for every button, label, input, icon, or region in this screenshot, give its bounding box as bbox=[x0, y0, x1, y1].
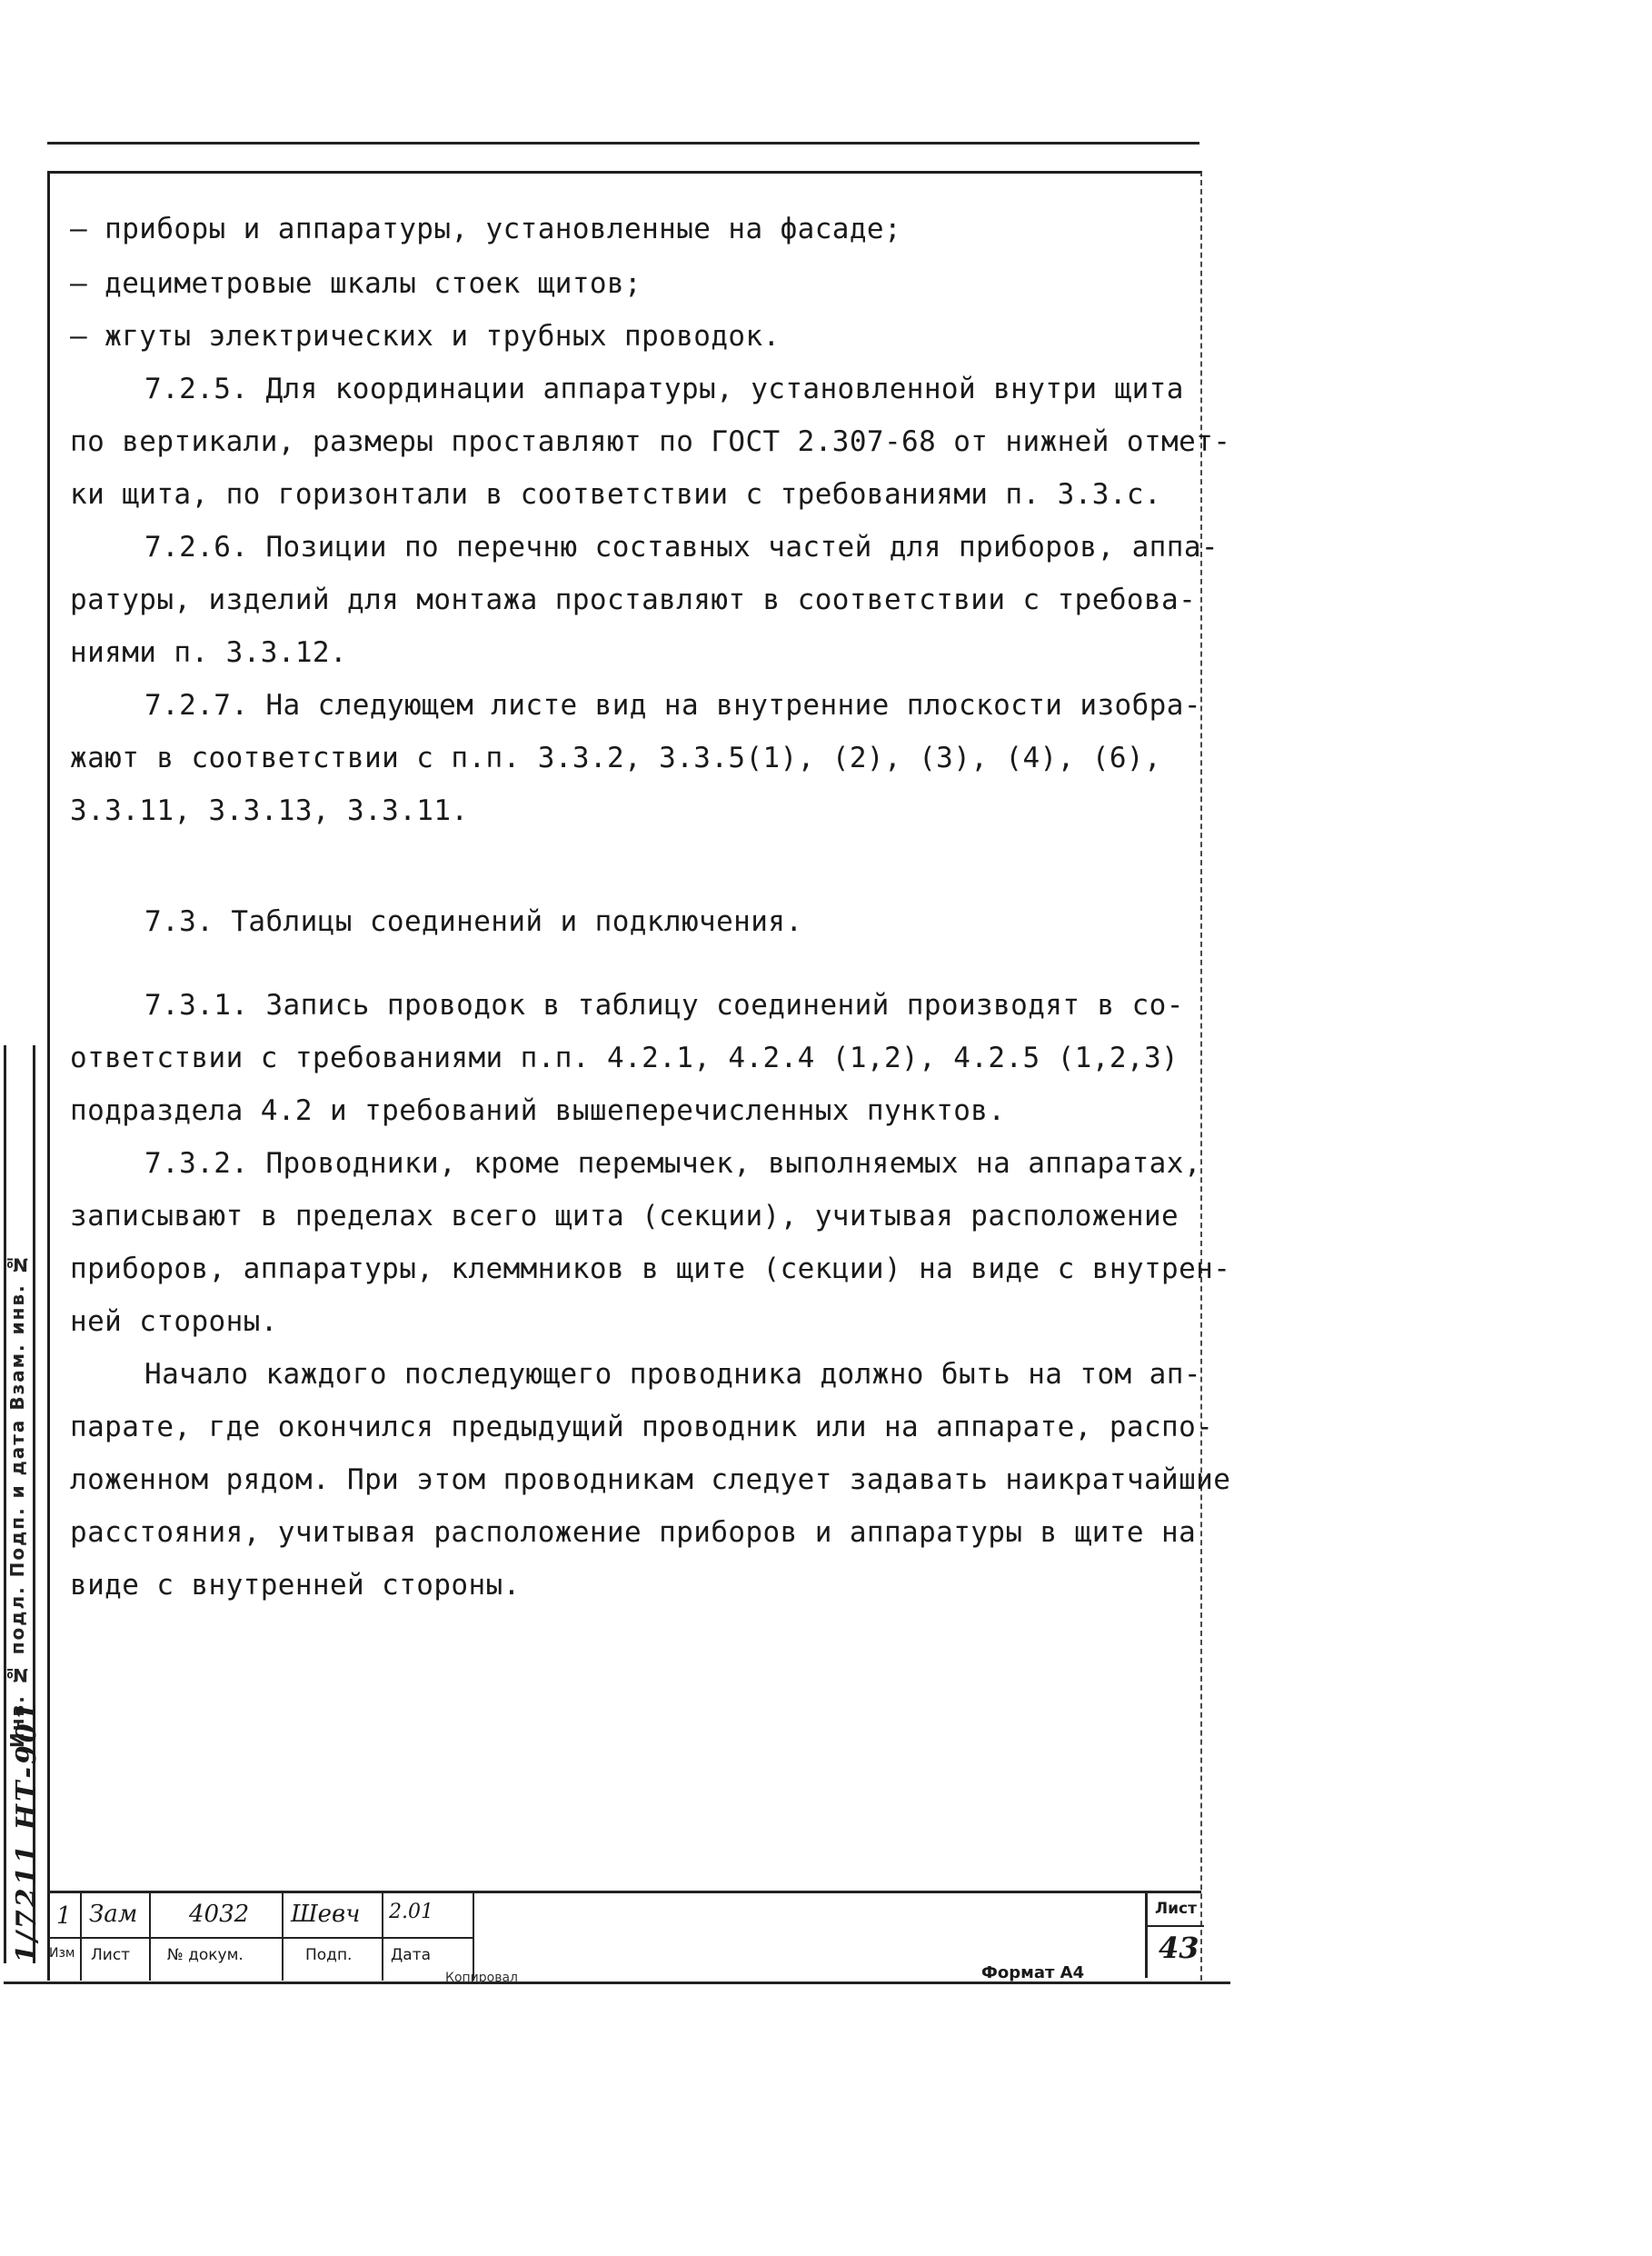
tb-signature-header: Подп. bbox=[305, 1946, 353, 1964]
tb-change-header: Изм bbox=[49, 1946, 75, 1961]
tb-signature-value: Шевч bbox=[291, 1901, 361, 1928]
paragraph-7-2-7-line-3: 3.3.11, 3.3.13, 3.3.11. bbox=[70, 794, 469, 827]
paragraph-7-3-1-line-2: ответствии с требованиями п.п. 4.2.1, 4.2.4 (1,2), 4.2.5 (1,2,3) bbox=[70, 1042, 1179, 1074]
binding-strip-label: Инв. № подл. Подп. и дата Взам. инв. № bbox=[6, 1252, 28, 1748]
tb-sheet-header: Лист bbox=[91, 1946, 131, 1964]
tb-docno-header: № докум. bbox=[167, 1946, 244, 1964]
tb-col-change bbox=[47, 1893, 82, 1981]
paragraph-7-2-5-line-1: 7.2.5. Для координации аппаратуры, установленной внутри щита bbox=[144, 373, 1184, 405]
tb-change-value: 1 bbox=[56, 1902, 72, 1930]
tb-col-sheet bbox=[82, 1893, 151, 1981]
format-label: Формат А4 bbox=[981, 1963, 1085, 1982]
paragraph-wires-line-3: ложенном рядом. При этом проводникам следует задавать наикратчайшие bbox=[70, 1463, 1231, 1496]
paragraph-7-3-2-line-2: записывают в пределах всего щита (секции), учитывая расположение bbox=[70, 1200, 1179, 1233]
list-item-scales: – дециметровые шкалы стоек щитов; bbox=[70, 267, 642, 300]
paragraph-7-3-2-line-1: 7.3.2. Проводники, кроме перемычек, выполняемых на аппаратах, bbox=[144, 1147, 1201, 1180]
paragraph-wires-line-4: расстояния, учитывая расположение приборов и аппаратуры в щите на bbox=[70, 1516, 1197, 1549]
paragraph-wires-line-2: парате, где окончился предыдущий проводник или на аппарате, распо- bbox=[70, 1411, 1214, 1443]
document-code: 1/7211 НТ-901 bbox=[11, 1699, 43, 1963]
paragraph-7-3-2-line-3: приборов, аппаратуры, клеммников в щите (секции) на виде с внутрен- bbox=[70, 1253, 1231, 1285]
paragraph-7-2-6-line-2: ратуры, изделий для монтажа проставляют в соответствии с требова- bbox=[70, 584, 1197, 616]
paragraph-7-2-6-line-3: ниями п. 3.3.12. bbox=[70, 636, 348, 669]
copied-label: Копировал bbox=[445, 1971, 518, 1985]
section-heading-7-3: 7.3. Таблицы соединений и подключения. bbox=[144, 905, 803, 938]
paragraph-wires-line-5: виде с внутренней стороны. bbox=[70, 1569, 521, 1602]
paragraph-7-3-2-line-4: ней стороны. bbox=[70, 1305, 278, 1338]
paragraph-wires-line-1: Начало каждого последующего проводника должно быть на том ап- bbox=[144, 1358, 1201, 1391]
paragraph-7-2-6-line-1: 7.2.6. Позиции по перечню составных частей для приборов, аппа- bbox=[144, 531, 1219, 564]
sheet-box-divider bbox=[1148, 1925, 1204, 1927]
tb-docno-value: 4032 bbox=[189, 1901, 250, 1928]
sheet-number-box bbox=[1145, 1892, 1204, 1978]
paragraph-7-2-5-line-3: ки щита, по горизонтали в соответствии с требованиями п. 3.3.с. bbox=[70, 478, 1162, 511]
tb-date-value: 2.01 bbox=[389, 1901, 433, 1923]
tb-col-date bbox=[383, 1893, 474, 1981]
paragraph-7-3-1-line-1: 7.3.1. Запись проводок в таблицу соединений производят в со- bbox=[144, 989, 1184, 1022]
tb-date-header: Дата bbox=[391, 1946, 432, 1964]
paragraph-7-2-7-line-1: 7.2.7. На следующем листе вид на внутренние плоскости изобра- bbox=[144, 689, 1201, 722]
list-item-bundles: – жгуты электрических и трубных проводок. bbox=[70, 320, 781, 353]
paragraph-7-3-1-line-3: подраздела 4.2 и требований вышеперечисленных пунктов. bbox=[70, 1094, 1006, 1127]
tb-col-signature bbox=[284, 1893, 383, 1981]
paragraph-7-2-5-line-2: по вертикали, размеры проставляют по ГОСТ 2.307-68 от нижней отмет- bbox=[70, 425, 1231, 458]
top-rule bbox=[47, 142, 1199, 145]
tb-sheet-value: Зам bbox=[89, 1901, 138, 1928]
tb-col-docno bbox=[151, 1893, 284, 1981]
paragraph-7-2-7-line-2: жают в соответствии с п.п. 3.3.2, 3.3.5(1), (2), (3), (4), (6), bbox=[70, 742, 1162, 774]
list-item-instruments: – приборы и аппаратуры, установленные на фасаде; bbox=[70, 213, 902, 245]
sheet-number: 43 bbox=[1159, 1931, 1199, 1965]
sheet-label: Лист bbox=[1155, 1900, 1197, 1918]
